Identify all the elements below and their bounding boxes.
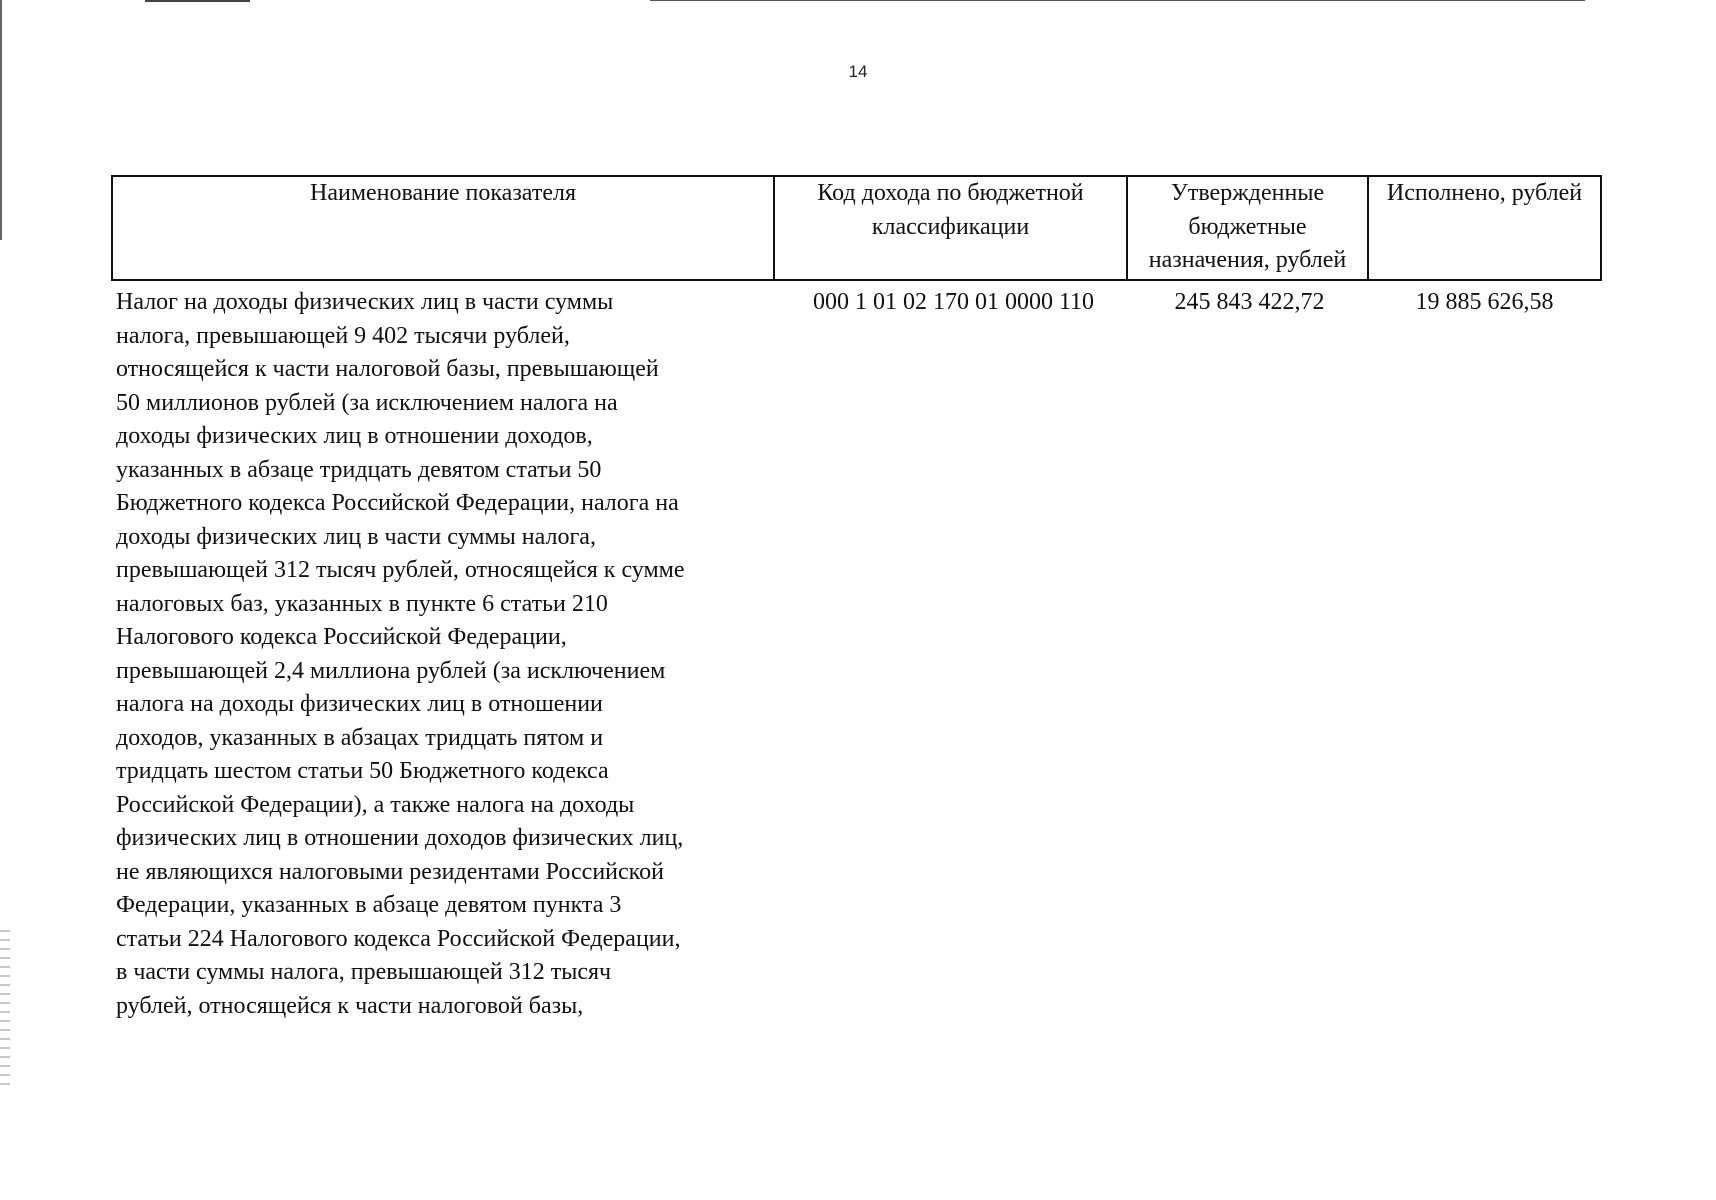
indicator-name-cell — [112, 280, 774, 1023]
indicator-name-line: Налогового кодекса Российской Федерации, — [116, 624, 567, 650]
header-indicator-name: Наименование показателя — [112, 176, 774, 280]
page-number: 14 — [848, 62, 868, 81]
table-row — [112, 280, 1601, 1023]
indicator-name-line: указанных в абзаце тридцать девятом статьи 50 — [116, 456, 602, 483]
indicator-name-line: доходы физических лиц в части суммы налога, — [116, 523, 596, 550]
indicator-name-line: превышающей 2,4 миллиона рублей (за исключением — [116, 657, 666, 684]
indicator-name-line: доходы физических лиц в отношении доходов, — [116, 423, 593, 449]
header-approved-assignments: Утвержденные бюджетные назначения, рублей — [1127, 176, 1368, 280]
approved-amount-cell: 245 843 422,72 — [1174, 289, 1325, 315]
table-header-row — [112, 176, 1601, 280]
indicator-name-line: налоговых баз, указанных в пункте 6 статьи 210 — [116, 590, 608, 617]
indicator-name-line: статьи 224 Налогового кодекса Российской Федерации, — [116, 925, 681, 952]
indicator-name-line: не являющихся налоговыми резидентами Российской — [116, 858, 664, 885]
scan-artifact-top-left — [145, 0, 250, 2]
indicator-name-line: относящейся к части налоговой базы, превышающей — [116, 356, 659, 382]
executed-amount-cell: 19 885 626,58 — [1415, 289, 1554, 315]
budget-table — [111, 175, 1602, 1023]
scan-artifact-noise — [0, 930, 10, 1090]
header-income-code: Код дохода по бюджетной классификации — [774, 176, 1127, 280]
indicator-name-line: 50 миллионов рублей (за исключением налога на — [116, 389, 618, 416]
indicator-name-line: налога, превышающей 9 402 тысячи рублей, — [116, 322, 570, 349]
scan-artifact-left-edge — [0, 0, 2, 240]
indicator-name-line: физических лиц в отношении доходов физических лиц, — [116, 825, 684, 851]
indicator-name-line: тридцать шестом статьи 50 Бюджетного кодекса — [116, 758, 609, 784]
indicator-name-line: превышающей 312 тысяч рублей, относящейся к сумме — [116, 557, 685, 583]
income-code-cell: 000 1 01 02 170 01 0000 110 — [812, 289, 1095, 315]
indicator-name-line: Федерации, указанных в абзаце девятом пункта 3 — [116, 892, 622, 918]
indicator-name-line: Бюджетного кодекса Российской Федерации, налога на — [116, 490, 679, 516]
header-executed: Исполнено, рублей — [1368, 176, 1601, 280]
indicator-name-line: доходов, указанных в абзацах тридцать пятом и — [116, 724, 604, 751]
scan-artifact-top-right — [650, 0, 1585, 1]
indicator-name-line: Российской Федерации), а также налога на доходы — [116, 791, 635, 818]
indicator-name-line: налога на доходы физических лиц в отношении — [116, 691, 603, 717]
indicator-name-line: Налог на доходы физических лиц в части суммы — [116, 289, 614, 315]
indicator-name-line: рублей, относящейся к части налоговой базы, — [116, 992, 584, 1019]
indicator-name-line: в части суммы налога, превышающей 312 тысяч — [116, 959, 612, 985]
